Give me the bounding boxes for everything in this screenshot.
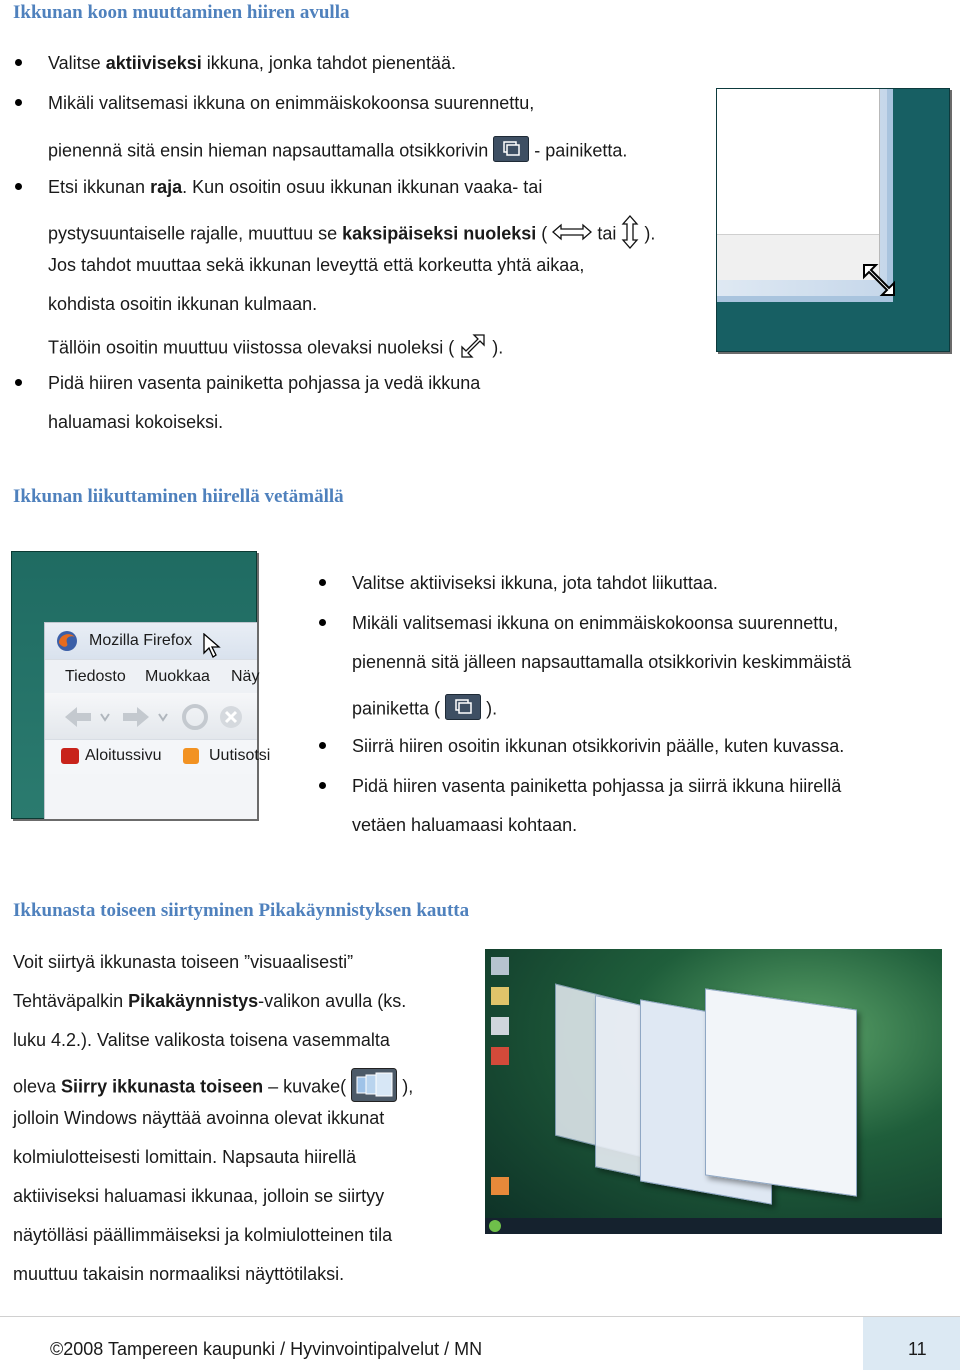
bullet-text [48,52,456,74]
paragraph-line [13,990,406,1012]
firefox-window-screenshot [11,551,271,819]
bullet-text-cont [352,694,497,725]
section-heading-flip3d: Ikkunasta toiseen siirtyminen Pikakäynnistyksen kautta [13,900,470,921]
firefox-window [44,622,271,819]
diagonal-resize-cursor-icon [860,261,900,301]
paragraph-line: aktiiviseksi haluamasi ikkunaa, jolloin se siirtyy [13,1186,385,1206]
bookmark-news: Uutisotsi [209,747,271,764]
text-run: painiketta ( [352,698,441,719]
bullet [15,183,22,190]
bullet-text-cont: Jos tahdot muuttaa sekä ikkunan leveyttä että korkeutta yhtä aikaa, [48,255,585,275]
window-corner-screenshot [716,88,950,352]
desktop-icon [491,1017,509,1035]
bullet-text: Pidä hiiren vasenta painiketta pohjassa ja siirrä ikkuna hiirellä [352,776,842,796]
paragraph-line [13,1068,413,1107]
bullet-text-cont: vetäen haluamaasi kohtaan. [352,815,578,835]
firefox-toolbar [45,693,257,739]
menu-view: Näy [231,668,260,685]
text-run: ). [492,337,504,358]
text-run: oleva [13,1076,62,1097]
page-number: 11 [908,1339,927,1359]
mouse-pointer-icon [203,633,221,659]
horizontal-resize-arrow-icon [552,223,592,246]
bullet-text-cont [48,136,627,167]
text-run: ), [402,1076,414,1097]
text-run: . Kun osoitin osuu ikkunan ikkunan vaaka- tai [182,177,543,197]
bullet [319,782,326,789]
start-button-icon [489,1220,501,1232]
bullet [15,59,22,66]
firefox-logo-icon [55,629,79,653]
bullet-text [48,176,542,198]
desktop-icon [491,987,509,1005]
text-run: – kuvake( [263,1076,347,1097]
bullet [319,579,326,586]
bullet-text-cont: pienennä sitä jälleen napsauttamalla otsikkorivin keskimmäistä [352,652,852,672]
bold-term: aktiiviseksi [105,53,202,73]
firefox-title: Mozilla Firefox [89,632,193,649]
vertical-resize-arrow-icon [621,215,639,254]
bullet-text: Siirrä hiiren osoitin ikkunan otsikkorivin päälle, kuten kuvassa. [352,736,845,756]
windows-taskbar [485,1218,942,1234]
diagonal-resize-arrow-icon [459,332,487,365]
paragraph-line: jolloin Windows näyttää avoinna olevat ikkunat [13,1108,385,1128]
paragraph-line: näytölläsi päällimmäiseksi ja kolmiulotteinen tila [13,1225,393,1245]
bookmark-home: Aloitussivu [85,747,162,764]
text-run: pystysuuntaiselle rajalle, muuttuu se [48,223,343,244]
bullet [15,379,22,386]
paragraph-line: luku 4.2.). Valitse valikosta toisena vasemmalta [13,1030,390,1050]
bullet-text: Valitse aktiiviseksi ikkuna, jota tahdot liikuttaa. [352,573,718,593]
flip3d-desktop-screenshot [485,949,942,1234]
paragraph-line: Voit siirtyä ikkunasta toiseen ”visuaalisesti” [13,952,354,972]
menu-file: Tiedosto [65,668,126,685]
firefox-menu-bar [45,659,260,694]
text-run: Tällöin osoitin muuttuu viistossa olevaksi nuoleksi ( [48,337,455,358]
bold-term: Siirry ikkunasta toiseen [61,1076,264,1097]
desktop-icon [491,1047,509,1065]
firefox-title-bar [45,623,257,659]
text-run: Valitse [48,53,106,73]
text-run: -valikon avulla (ks. [258,991,407,1011]
stacked-window-front [705,988,857,1196]
text-run: Etsi ikkunan [48,177,151,197]
firefox-bookmarks-bar [45,739,271,774]
section-heading-move: Ikkunan liikuttaminen hiirellä vetämällä [13,486,344,507]
text-run: pienennä sitä ensin hieman napsauttamalla otsikkorivin [48,140,489,161]
bullet [319,619,326,626]
rss-feed-icon [183,748,199,764]
footer-divider [0,1316,960,1317]
footer-text: ©2008 Tampereen kaupunki / Hyvinvointipalvelut / MN [50,1339,483,1359]
bookmark-icon [61,748,79,764]
bullet-text-cont [48,215,655,254]
bullet [15,99,22,106]
text-run: tai [597,223,617,244]
menu-edit: Muokkaa [145,668,210,685]
bullet-text: Mikäli valitsemasi ikkuna on enimmäiskokoonsa suurennettu, [352,613,839,633]
paragraph-line: kolmiulotteisesti lomittain. Napsauta hiirellä [13,1147,357,1167]
window-status-bar [717,234,879,280]
bold-term: kaksipäiseksi nuoleksi [342,223,537,244]
text-run: Tehtäväpalkin [13,991,129,1011]
text-run: ikkuna, jonka tahdot pienentää. [201,53,456,73]
bullet-text-cont: haluamasi kokoiseksi. [48,412,224,432]
text-run: ). [486,698,498,719]
desktop-icon [491,957,509,975]
paragraph-line: muuttuu takaisin normaaliksi näyttötilaksi. [13,1264,345,1284]
navigation-buttons-icon [63,703,243,731]
text-run: - painiketta. [534,140,628,161]
bullet-text-cont: kohdista osoitin ikkunan kulmaan. [48,294,318,314]
bullet-text-cont [48,332,503,365]
bullet [319,742,326,749]
bullet-text: Mikäli valitsemasi ikkuna on enimmäiskokoonsa suurennettu, [48,93,535,113]
switch-windows-icon [351,1068,397,1107]
section-heading-resize: Ikkunan koon muuttaminen hiiren avulla [13,2,350,23]
bold-term: Pikakäynnistys [128,991,259,1011]
desktop-icon [491,1177,509,1195]
text-run: ( [536,223,548,244]
bold-term: raja [150,177,183,197]
restore-button-icon [445,694,481,725]
text-run: ). [644,223,656,244]
restore-button-icon [493,136,529,167]
bullet-text: Pidä hiiren vasenta painiketta pohjassa ja vedä ikkuna [48,373,481,393]
